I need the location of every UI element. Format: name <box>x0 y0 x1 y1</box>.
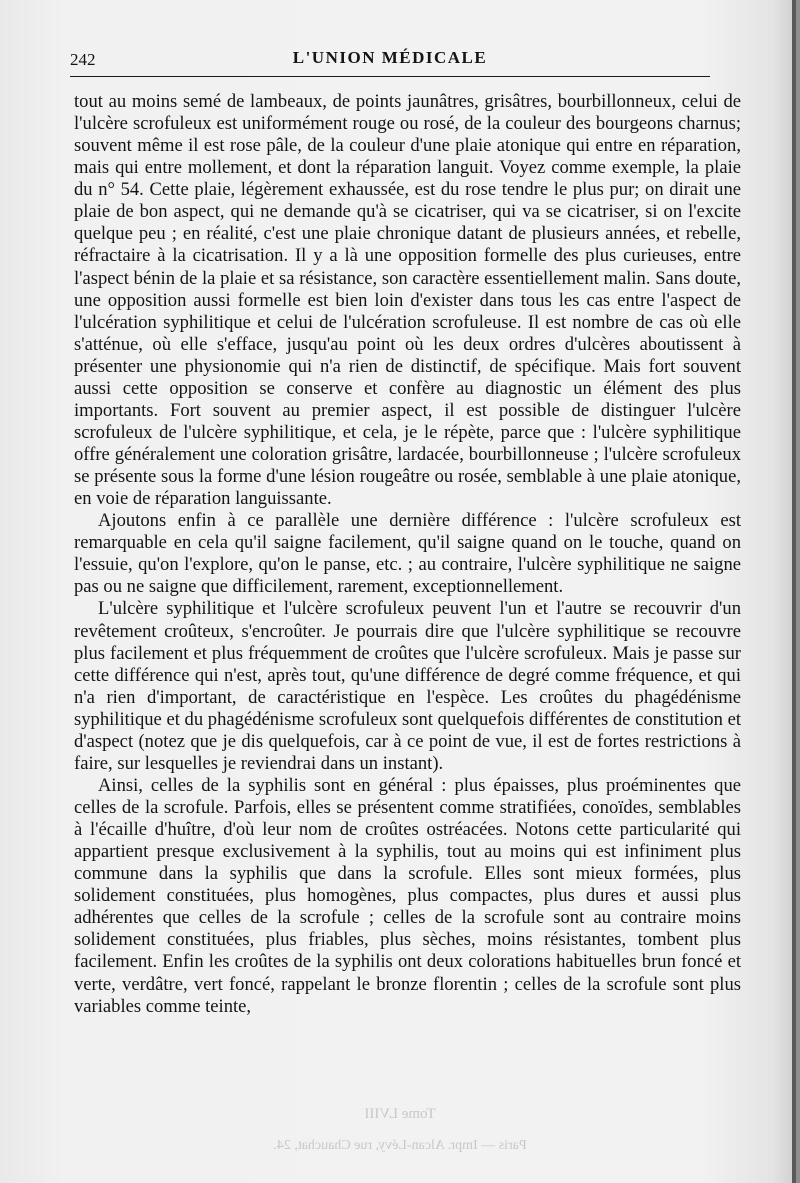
journal-title: L'UNION MÉDICALE <box>292 48 488 67</box>
paragraph-crust-differences: Ainsi, celles de la syphilis sont en général : plus épaisses, plus proéminentes que celles de la scrofule. Parfois, elles se présentent comme stratifiées, conoïdes, semblables à l'écaille d'huître, d'où leur nom de croûtes ostréacées. Notons cette particularité qui appartient presque exclusivement à la syphilis, tout au moins qui est infiniment plus commune dans la syphilis que dans la scrofule. Elles sont mieux formées, plus solidement constituées, plus homogènes, plus compactes, plus dures et aussi plus adhérentes que celles de la scrofule ; celles de la scrofule sont au contraire moins solidement constituées, plus friables, plus sèches, moins résistantes, tombent plus facilement. Enfin les croûtes de la syphilis ont deux colorations habituelles brun foncé et verte, verdâtre, vert foncé, rappelant le bronze florentin ; celles de la scrofule sont plus variables comme teinte, <box>74 774 741 1017</box>
show-through-volume: Tome LVIII <box>364 1106 436 1122</box>
paragraph-bleeding: Ajoutons enfin à ce parallèle une dernière différence : l'ulcère scrofuleux est remarquable en cela qu'il saigne facilement, qu'il saigne quand on le touche, quand on l'essuie, qu'on l'explore, qu'on le panse, etc. ; au contraire, l'ulcère syphilitique ne saigne pas ou ne saigne que difficilement, rarement, exceptionnellement. <box>74 510 741 598</box>
page-edge-shadow <box>792 0 796 1183</box>
running-header <box>70 40 710 77</box>
paragraph-continuation: tout au moins semé de lambeaux, de points jaunâtres, grisâtres, bourbillonneux, celui de l'ulcère scrofuleux est uniformément rouge ou rosé, de la couleur des bourgeons charnus; souvent même il est rose pâle, de la couleur d'une plaie atonique qui entre en réparation, mais qui entre mollement, et dont la réparation languit. Voyez comme exemple, la plaie du n° 54. Cette plaie, légèrement exhaussée, est du rose tendre le plus pur; on dirait une plaie de bon aspect, qui ne demande qu'à se cicatriser, qui va se cicatriser, si on l'excite quelque peu ; en réalité, c'est une plaie chronique datant de plusieurs années, et rebelle, réfractaire à la cicatrisation. Il y a là une opposition formelle des plus curieuses, entre l'aspect bénin de la plaie et sa résistance, son caractère essentiellement malin. Sans doute, une opposition aussi formelle est bien loin d'exister dans tous les cas entre l'aspect de l'ulcération syphilitique et celui de l'ulcération scrofuleuse. Il est nombre de cas où elle s'atténue, où elle s'efface, jusqu'au point où les deux ordres d'ulcères aboutissent à présenter une physionomie qui n'a rien de distinctif, de spécifique. Mais fort souvent aussi cette opposition se conserve et confère au diagnostic un élément des plus importants. Fort souvent au premier aspect, il est possible de distinguer l'ulcère scrofuleux de l'ulcère syphilitique, et cela, je le répète, parce que : l'ulcère syphilitique offre généralement une coloration grisâtre, lardacée, bourbillonneuse ; l'ulcère scrofuleux se présente sous la forme d'une lésion rougeâtre ou rosée, semblable à une plaie atonique, en voie de réparation languissante. <box>74 91 741 510</box>
article-body <box>74 91 741 1018</box>
paragraph-crusts: L'ulcère syphilitique et l'ulcère scrofuleux peuvent l'un et l'autre se recouvrir d'un revêtement croûteux, s'encroûter. Je pourrais dire que l'ulcère syphilitique se recouvre plus facilement et plus fréquemment de croûtes que l'ulcère scrofuleux. Mais je passe sur cette différence qui n'est, après tout, qu'une différence de degré comme fréquence, et qui n'a rien d'important, de caractéristique en l'espèce. Les croûtes du phagédénisme syphilitique et du phagédénisme scrofuleux sont quelquefois différentes de constitution et d'aspect (notez que je dis quelquefois, car à ce point de vue, il est de fortes restrictions à faire, sur lesquelles je reviendrai dans un instant). <box>74 598 741 774</box>
show-through-imprint: Paris — Impr. Alcan-Lévy, rue Chauchat, 24. <box>273 1138 527 1153</box>
page-number: 242 <box>70 50 96 69</box>
